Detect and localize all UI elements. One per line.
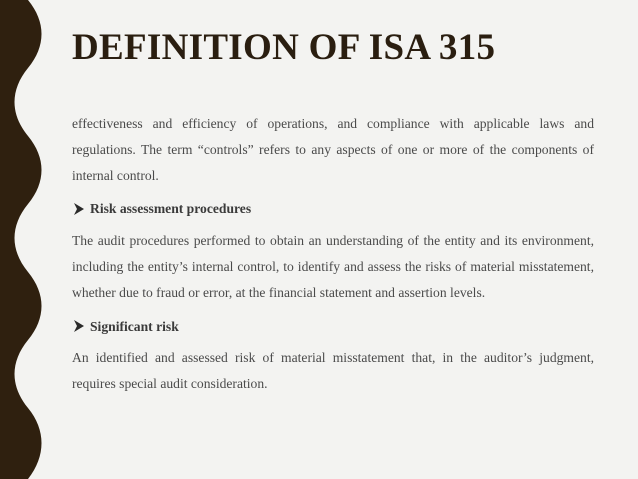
section-heading-risk-assessment-procedures: [72, 196, 594, 222]
slide-title: DEFINITION OF ISA 315: [72, 27, 496, 68]
intro-paragraph: effectiveness and efficiency of operations, and compliance with applicable laws and regulations. The term “controls” refers to any aspects of one or more of the components of internal control.: [72, 116, 594, 183]
section-text-risk-assessment-procedures: The audit procedures performed to obtain an understanding of the entity and its environment, including the entity’s internal control, to identify and assess the risks of material misstatement, whether due to fraud or error, at the financial statement and assertion levels.: [72, 233, 594, 300]
arrow-bullet-icon: [72, 319, 86, 333]
slide-body: [72, 111, 594, 397]
wavy-border-decoration: [0, 0, 48, 479]
arrow-bullet-icon: [72, 202, 86, 216]
section-heading-significant-risk: [72, 314, 594, 340]
section-heading-label: Significant risk: [90, 318, 179, 334]
section-heading-label: Risk assessment procedures: [90, 201, 252, 217]
section-text-significant-risk: An identified and assessed risk of material misstatement that, in the auditor’s judgment, requires special audit consideration.: [72, 350, 594, 392]
